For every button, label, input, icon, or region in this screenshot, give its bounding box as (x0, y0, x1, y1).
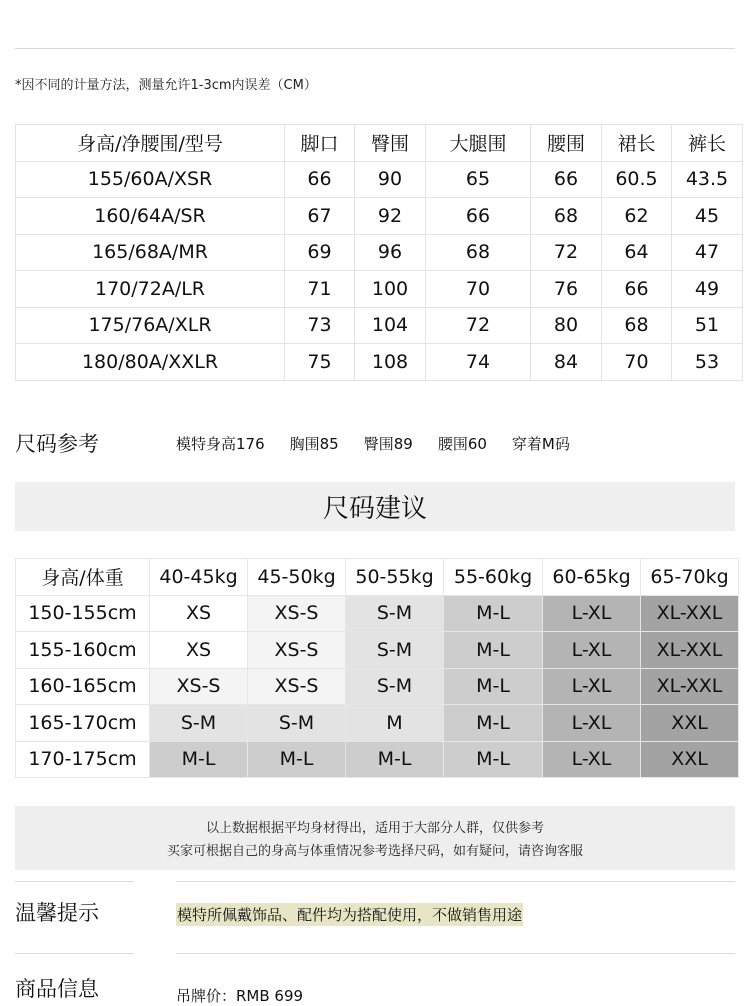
col-header-thigh: 大腿围 (426, 125, 531, 162)
col-header-50-55kg: 50-55kg (346, 559, 444, 596)
suggested-size-cell: XL-XXL (641, 595, 739, 632)
size-label-cell: 165/68A/MR (16, 234, 285, 271)
suggestion-row (16, 632, 739, 669)
measurement-cell: 68 (426, 234, 531, 271)
measurement-cell: 90 (355, 161, 426, 198)
measurement-cell: 49 (672, 271, 743, 308)
measurement-row (16, 161, 743, 198)
measurement-cell: 75 (285, 344, 355, 381)
suggested-size-cell: XS-S (150, 668, 248, 705)
measurement-cell: 45 (672, 198, 743, 235)
size-label-cell: 170/72A/LR (16, 271, 285, 308)
col-header-hem: 脚口 (285, 125, 355, 162)
suggested-size-cell: XS-S (248, 668, 346, 705)
suggested-size-cell: L-XL (543, 668, 641, 705)
suggested-size-cell: XS-S (248, 632, 346, 669)
suggested-size-cell: M-L (346, 741, 444, 778)
measurement-cell: 66 (531, 161, 602, 198)
product-divider-right (176, 953, 735, 954)
col-header-skirt-length: 裙长 (602, 125, 672, 162)
suggested-size-cell: S-M (150, 705, 248, 742)
measurement-cell: 96 (355, 234, 426, 271)
measurement-cell: 73 (285, 307, 355, 344)
col-header-pants-length: 裤长 (672, 125, 743, 162)
suggested-size-cell: S-M (346, 595, 444, 632)
suggestion-row (16, 741, 739, 778)
height-range-cell: 160-165cm (16, 668, 150, 705)
suggestion-header-row (16, 559, 739, 596)
suggested-size-cell: S-M (346, 632, 444, 669)
suggested-size-cell: M-L (444, 595, 543, 632)
height-range-cell: 155-160cm (16, 632, 150, 669)
suggested-size-cell: XXL (641, 705, 739, 742)
suggested-size-cell: XS (150, 632, 248, 669)
disclaimer-line-2: 买家可根据自己的身高与体重情况参考选择尺码，如有疑问，请咨询客服 (166, 844, 583, 859)
size-suggestion-table (15, 558, 739, 778)
suggested-size-cell: S-M (346, 668, 444, 705)
measurement-cell: 76 (531, 271, 602, 308)
model-height: 模特身高176 (176, 435, 265, 453)
measurement-cell: 51 (672, 307, 743, 344)
measurement-row (16, 344, 743, 381)
suggested-size-cell: L-XL (543, 741, 641, 778)
col-header-hip: 臀围 (355, 125, 426, 162)
size-reference-items (176, 433, 570, 454)
measurement-cell: 74 (426, 344, 531, 381)
product-divider-left (15, 953, 133, 954)
suggested-size-cell: L-XL (543, 705, 641, 742)
measurement-cell: 64 (602, 234, 672, 271)
measurement-row (16, 234, 743, 271)
height-range-cell: 150-155cm (16, 595, 150, 632)
suggested-size-cell: M-L (248, 741, 346, 778)
col-header-55-60kg: 55-60kg (444, 559, 543, 596)
measurement-cell: 67 (285, 198, 355, 235)
measurement-cell: 71 (285, 271, 355, 308)
measurement-cell: 108 (355, 344, 426, 381)
measurement-cell: 70 (602, 344, 672, 381)
measurement-cell: 72 (531, 234, 602, 271)
measurement-row (16, 271, 743, 308)
tips-title: 温馨提示 (15, 901, 99, 925)
suggested-size-cell: L-XL (543, 632, 641, 669)
suggested-size-cell: M (346, 705, 444, 742)
model-wearing-size: 穿着M码 (511, 435, 570, 453)
measurement-cell: 47 (672, 234, 743, 271)
suggested-size-cell: M-L (444, 705, 543, 742)
measurement-cell: 104 (355, 307, 426, 344)
measurement-cell: 68 (531, 198, 602, 235)
model-waist: 腰围60 (437, 435, 487, 453)
tag-price: 吊牌价：RMB 699 (176, 987, 304, 1005)
size-label-cell: 180/80A/XXLR (16, 344, 285, 381)
measurement-cell: 69 (285, 234, 355, 271)
measurement-cell: 80 (531, 307, 602, 344)
suggested-size-cell: L-XL (543, 595, 641, 632)
suggested-size-cell: M-L (444, 632, 543, 669)
suggestion-row (16, 668, 739, 705)
col-header-40-45kg: 40-45kg (150, 559, 248, 596)
suggested-size-cell: XS-S (248, 595, 346, 632)
measurement-cell: 66 (602, 271, 672, 308)
size-suggestion-title: 尺码建议 (15, 482, 735, 531)
suggested-size-cell: XXL (641, 741, 739, 778)
measurement-cell: 70 (426, 271, 531, 308)
measurement-cell: 66 (285, 161, 355, 198)
col-header-waist: 腰围 (531, 125, 602, 162)
measurement-cell: 92 (355, 198, 426, 235)
measurement-cell: 68 (602, 307, 672, 344)
measurement-cell: 62 (602, 198, 672, 235)
measurement-cell: 60.5 (602, 161, 672, 198)
size-label-cell: 155/60A/XSR (16, 161, 285, 198)
col-header-60-65kg: 60-65kg (543, 559, 641, 596)
measurement-table (15, 124, 743, 381)
col-header-height-weight: 身高/体重 (16, 559, 150, 596)
suggested-size-cell: S-M (248, 705, 346, 742)
model-hip: 臀围89 (363, 435, 413, 453)
suggested-size-cell: XS (150, 595, 248, 632)
tips-text: 模特所佩戴饰品、配件均为搭配使用，不做销售用途 (176, 903, 523, 926)
product-info-title: 商品信息 (15, 977, 99, 1001)
suggested-size-cell: XL-XXL (641, 668, 739, 705)
suggested-size-cell: M-L (150, 741, 248, 778)
measurement-cell: 100 (355, 271, 426, 308)
tips-divider-left (15, 881, 133, 882)
disclaimer-line-1: 以上数据根据平均身材得出，适用于大部分人群，仅供参考 (205, 821, 544, 836)
suggested-size-cell: M-L (444, 668, 543, 705)
measurement-note: *因不同的计量方法，测量允许1-3cm内误差（CM） (15, 78, 317, 93)
col-header-45-50kg: 45-50kg (248, 559, 346, 596)
height-range-cell: 170-175cm (16, 741, 150, 778)
tips-divider-right (176, 881, 735, 882)
suggestion-row (16, 705, 739, 742)
height-range-cell: 165-170cm (16, 705, 150, 742)
top-divider (15, 48, 735, 49)
measurement-cell: 65 (426, 161, 531, 198)
measurement-cell: 72 (426, 307, 531, 344)
col-header-size: 身高/净腰围/型号 (16, 125, 285, 162)
size-label-cell: 160/64A/SR (16, 198, 285, 235)
size-reference-title: 尺码参考 (15, 432, 99, 456)
suggestion-row (16, 595, 739, 632)
measurement-row (16, 307, 743, 344)
disclaimer-box (15, 806, 735, 870)
suggested-size-cell: M-L (444, 741, 543, 778)
measurement-cell: 66 (426, 198, 531, 235)
size-label-cell: 175/76A/XLR (16, 307, 285, 344)
measurement-cell: 43.5 (672, 161, 743, 198)
measurement-header-row (16, 125, 743, 162)
measurement-row (16, 198, 743, 235)
col-header-65-70kg: 65-70kg (641, 559, 739, 596)
measurement-cell: 53 (672, 344, 743, 381)
measurement-cell: 84 (531, 344, 602, 381)
model-bust: 胸围85 (289, 435, 339, 453)
suggested-size-cell: XL-XXL (641, 632, 739, 669)
